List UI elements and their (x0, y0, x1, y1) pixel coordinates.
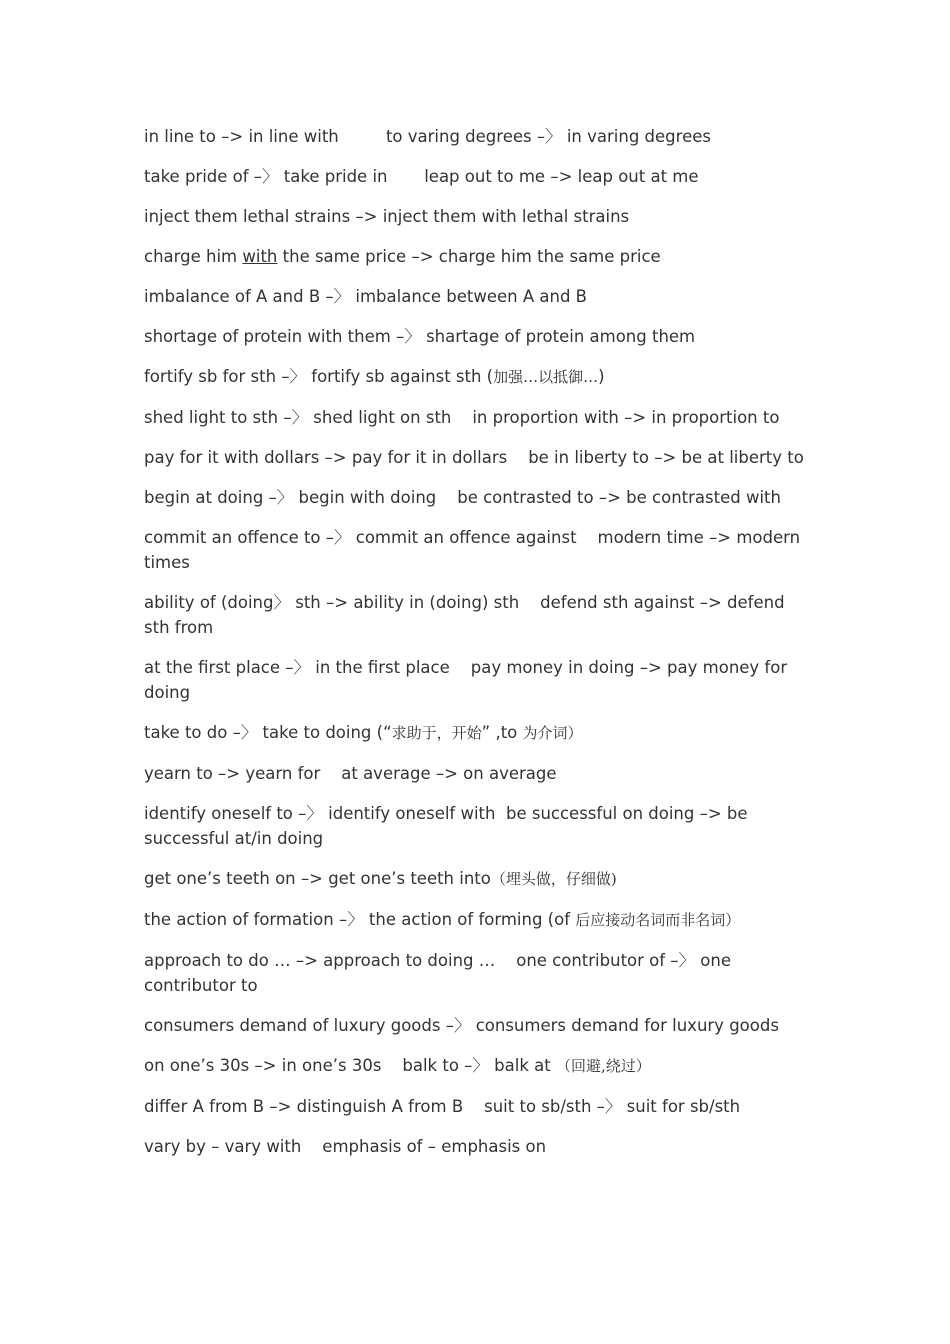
phrase-text: pay for it with dollars –> pay for it in dollars be in liberty to –> be at liberty to (144, 448, 804, 467)
phrase-text: the same price –> charge him the same price (277, 247, 661, 266)
document-page (144, 124, 804, 1174)
phrase-text: ability of (doing〉 sth –> ability in (doing) sth defend sth against –> defend sth from (144, 593, 790, 637)
phrase-text: approach to do … –> approach to doing … one contributor of –〉 one contributor to (144, 951, 737, 995)
phrase-line (144, 590, 804, 640)
phrase-line (144, 405, 804, 430)
phrase-line (144, 1134, 804, 1159)
phrase-text: yearn to –> yearn for at average –> on average (144, 764, 557, 783)
phrase-line (144, 445, 804, 470)
chinese-note: 加强…以抵御… (493, 368, 599, 386)
phrase-line (144, 284, 804, 309)
phrase-line (144, 866, 804, 892)
phrase-text: take pride of –〉 take pride in leap out to me –> leap out at me (144, 167, 699, 186)
phrase-text: on one’s 30s –> in one’s 30s balk to –〉 balk at (144, 1056, 556, 1075)
phrase-text: identify oneself to –〉 identify oneself with be successful on doing –> be successful at/in doing (144, 804, 753, 848)
phrase-text: begin at doing –〉 begin with doing be contrasted to –> be contrasted with (144, 488, 781, 507)
phrase-text: in line to –> in line with to varing degrees –〉 in varing degrees (144, 127, 711, 146)
phrase-line (144, 485, 804, 510)
phrase-text: ” ,to (481, 723, 523, 742)
phrase-line (144, 907, 804, 933)
phrase-line (144, 324, 804, 349)
phrase-text: shed light to sth –〉 shed light on sth in proportion with –> in proportion to (144, 408, 780, 427)
phrase-line (144, 720, 804, 746)
phrase-line (144, 244, 804, 269)
phrase-line (144, 1094, 804, 1119)
phrase-line (144, 204, 804, 229)
phrase-line (144, 1013, 804, 1038)
phrase-text: ) (598, 367, 605, 386)
phrase-text: inject them lethal strains –> inject them with lethal strains (144, 207, 630, 226)
phrase-text: at the first place –〉 in the first place pay money in doing –> pay money for doing (144, 658, 793, 702)
chinese-note: （回避,绕过） (555, 1057, 651, 1075)
chinese-note: （埋头做，仔细做) (490, 870, 617, 888)
phrase-text: charge him (144, 247, 243, 266)
underlined-word: with (242, 247, 278, 266)
phrase-line (144, 655, 804, 705)
phrase-line (144, 525, 804, 575)
phrase-text: the action of formation –〉 the action of forming (of (144, 910, 576, 929)
phrase-line (144, 164, 804, 189)
chinese-note: 为介词） (522, 724, 583, 742)
phrase-line (144, 1053, 804, 1079)
phrase-text: take to do –〉 take to doing (“ (144, 723, 392, 742)
phrase-line (144, 948, 804, 998)
phrase-text: commit an offence to –〉 commit an offence against modern time –> modern times (144, 528, 806, 572)
phrase-text: vary by – vary with emphasis of – emphasis on (144, 1137, 547, 1156)
phrase-text: get one’s teeth on –> get one’s teeth into (144, 869, 491, 888)
phrase-line (144, 124, 804, 149)
phrase-text: shortage of protein with them –〉 shartage of protein among them (144, 327, 696, 346)
phrase-line (144, 364, 804, 390)
chinese-note: 后应接动名词而非名词） (575, 911, 741, 929)
phrase-text: imbalance of A and B –〉 imbalance between A and B (144, 287, 587, 306)
chinese-note: 求助于，开始 (391, 724, 482, 742)
phrase-text: consumers demand of luxury goods –〉 consumers demand for luxury goods (144, 1016, 779, 1035)
phrase-line (144, 801, 804, 851)
phrase-line (144, 761, 804, 786)
phrase-text: differ A from B –> distinguish A from B suit to sb/sth –〉 suit for sb/sth (144, 1097, 741, 1116)
phrase-text: fortify sb for sth –〉 fortify sb against sth ( (144, 367, 494, 386)
